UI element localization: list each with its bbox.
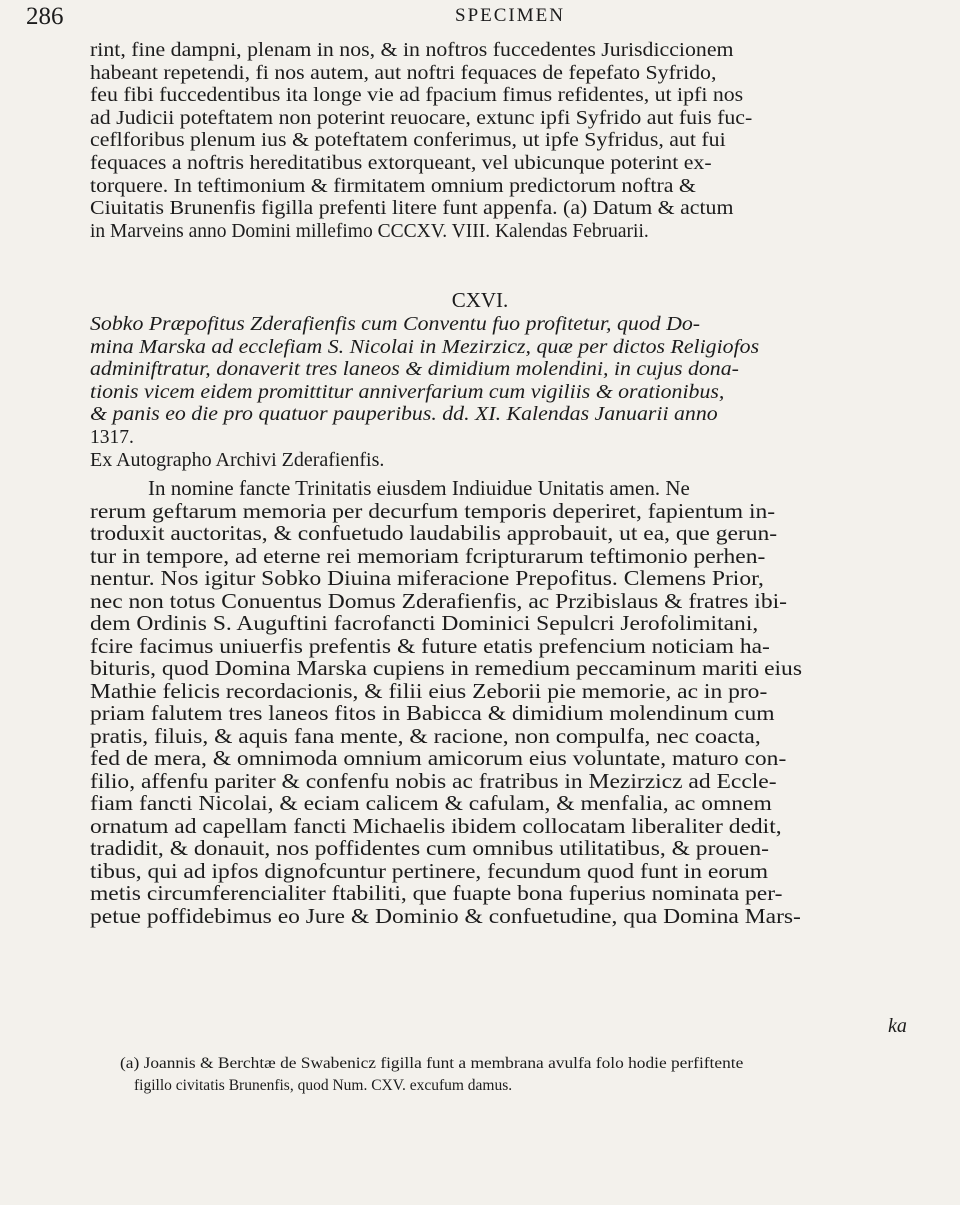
body-line: fiam fancti Nicolai, & eciam calicem & cafulam, & menfalia, ac omnem	[90, 791, 772, 815]
body-line: fcire facimus uniuerfis prefentis & future etatis prefencium noticiam ha-	[90, 633, 770, 658]
text-line: ad Judicii poteftatem non poterint reuocare, extunc ipfi Syfrido aut fuis fuc-	[90, 107, 753, 129]
document-heading	[90, 314, 760, 449]
heading-line: adminiftratur, donaverit tres laneos & dimidium molendini, in cujus dona-	[90, 359, 739, 380]
body-line: rerum geftarum memoria per decurfum temporis deperiret, fapientum in-	[90, 498, 776, 523]
document-number: CXVI.	[451, 288, 509, 312]
body-line: nentur. Nos igitur Sobko Diuina miferacione Prepofitus. Clemens Prior,	[90, 566, 764, 590]
body-line: troduxit auctoritas, & confuetudo laudabilis approbauit, ut ea, que gerun-	[90, 521, 778, 545]
text-line: torquere. In teftimonium & firmitatem omnium predictorum noftra &	[90, 175, 696, 197]
heading-line: mina Marska ad ecclefiam S. Nicolai in Mezirzicz, quæ per dictos Religiofos	[90, 336, 760, 358]
heading-line: Sobko Præpofitus Zderafienfis cum Conventu fuo profitetur, quod Do-	[90, 314, 701, 335]
text-line: in Marveins anno Domini millefimo CCCXV. VIII. Kalendas Februarii.	[90, 220, 649, 242]
body-line: priam falutem tres laneos fitos in Babicca & dimidium molendinum cum	[90, 701, 775, 725]
body-line: dem Ordinis S. Auguftini facrofancti Dominici Sepulcri Jerofolimitani,	[90, 611, 759, 635]
text-line: rint, fine dampni, plenam in nos, & in noftros fuccedentes Jurisdiccionem	[90, 40, 734, 61]
body-line: tur in tempore, ad eterne rei memoriam fcripturarum teftimonio perhen-	[90, 543, 766, 568]
source-note: Ex Autographo Archivi Zderafienfis.	[90, 449, 385, 471]
body-line: metis circumferencialiter ftabiliti, que fuapte bona fuperius nominata per-	[90, 881, 783, 905]
body-line: tibus, qui ad ipfos dignofcuntur pertinere, fecundum quod funt in eorum	[90, 858, 769, 883]
body-line: bituris, quod Domina Marska cupiens in remedium peccaminum mariti eius	[90, 656, 802, 680]
page-header	[0, 0, 960, 34]
body-line: fed de mera, & omnimoda omnium amicorum eius voluntate, maturo con-	[90, 746, 787, 770]
charter-body	[90, 476, 802, 928]
body-line: pratis, filuis, & aquis fana mente, & racione, non compulfa, nec coacta,	[90, 723, 761, 748]
text-line: fequaces a noftris hereditatibus extorqueant, vel ubicunque poterint ex-	[90, 152, 712, 174]
page-number: 286	[26, 3, 64, 30]
heading-year: 1317.	[90, 426, 134, 448]
text-line: Ciuitatis Brunenfis figilla prefenti litere funt appenfa. (a) Datum & actum	[90, 198, 734, 220]
footnote	[120, 1053, 744, 1097]
catchword: ka	[888, 1015, 907, 1037]
body-line: tradidit, & donauit, nos poffidentes cum omnibus utilitatibus, & prouen-	[90, 836, 769, 860]
continued-text	[90, 40, 753, 243]
body-line: In nomine fancte Trinitatis eiusdem Indiuidue Unitatis amen. Ne	[148, 476, 690, 500]
body-line: Mathie felicis recordacionis, & filii eius Zeborii pie memorie, ac in pro-	[90, 678, 768, 703]
text-line: ceflforibus plenum ius & poteftatem conferimus, ut ipfe Syfridus, aut fui	[90, 130, 726, 152]
running-head: SPECIMEN	[455, 5, 565, 26]
text-line: habeant repetendi, fi nos autem, aut noftri fequaces de fepefato Syfrido,	[90, 62, 717, 84]
heading-line: & panis eo die pro quatuor pauperibus. dd. XI. Kalendas Januarii anno	[90, 404, 718, 425]
footnote-line: (a) Joannis & Berchtæ de Swabenicz figilla funt a membrana avulfa folo hodie perfiftente	[120, 1055, 744, 1072]
body-line: nec non totus Conuentus Domus Zderafienfis, ac Przibislaus & fratres ibi-	[90, 588, 787, 613]
footnote-line: figillo civitatis Brunenfis, quod Num. CXV. excufum damus.	[134, 1077, 513, 1094]
heading-line: tionis vicem eidem promittitur anniverfarium cum vigiliis & orationibus,	[90, 381, 725, 403]
body-line: filio, affenfu pariter & confenfu nobis ac fratribus in Mezirzicz ad Eccle-	[90, 768, 777, 793]
body-line: ornatum ad capellam fancti Michaelis ibidem collocatam liberaliter dedit,	[90, 813, 782, 838]
text-line: feu fibi fuccedentibus ita longe vie ad fpacium fimus refidentes, ut ipfi nos	[90, 85, 744, 107]
body-line: petue poffidebimus eo Jure & Dominio & confuetudine, qua Domina Mars-	[90, 903, 801, 928]
